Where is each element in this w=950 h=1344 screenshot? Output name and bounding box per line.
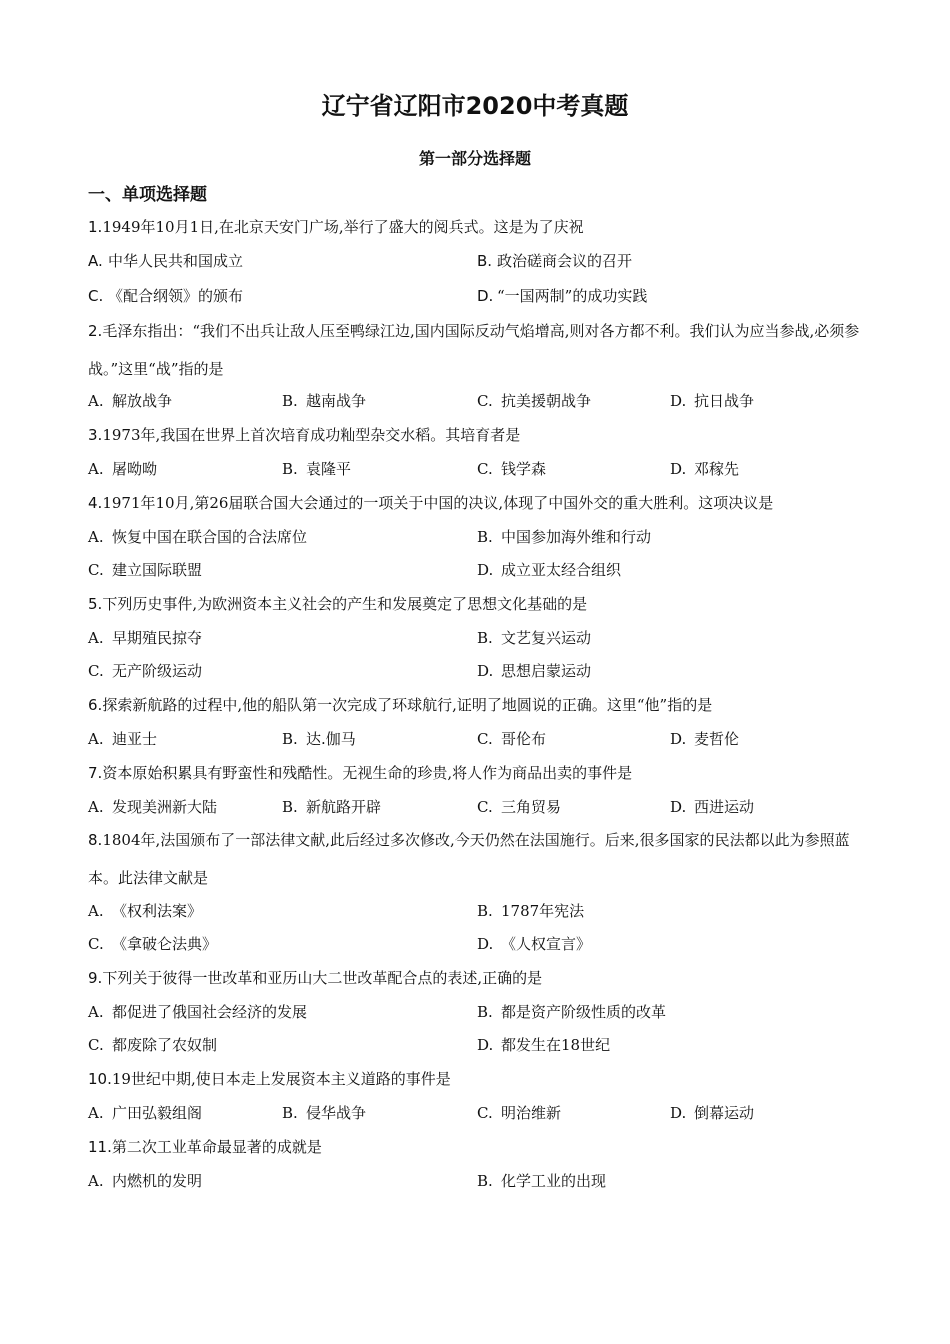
question-3: 3.1973年,我国在世界上首次培育成功籼型杂交水稻。其培育者是 bbox=[88, 426, 521, 444]
option-c: C. 《配合纲领》的颁布 bbox=[88, 287, 244, 305]
option-c: C. 抗美援朝战争 bbox=[477, 392, 592, 410]
option-d: D. 邓稼先 bbox=[670, 460, 740, 478]
option-c: C. 哥伦布 bbox=[477, 730, 547, 748]
option-a: A. 恢复中国在联合国的合法席位 bbox=[88, 528, 308, 546]
question-7: 7.资本原始积累具有野蛮性和残酷性。无视生命的珍贵,将人作为商品出卖的事件是 bbox=[88, 764, 633, 782]
option-d: D. 成立亚太经合组织 bbox=[477, 561, 622, 579]
option-b: B. 新航路开辟 bbox=[282, 798, 382, 816]
option-d: D. 西进运动 bbox=[670, 798, 755, 816]
option-a: A. 《权利法案》 bbox=[88, 902, 203, 920]
option-a: A. 解放战争 bbox=[88, 392, 173, 410]
option-b: B. 文艺复兴运动 bbox=[477, 629, 592, 647]
option-a: A. 都促进了俄国社会经济的发展 bbox=[88, 1003, 308, 1021]
question-9: 9.下列关于彼得一世改革和亚历山大二世改革配合点的表述,正确的是 bbox=[88, 969, 543, 987]
option-a: A. 迪亚士 bbox=[88, 730, 158, 748]
option-c: C. 明治维新 bbox=[477, 1104, 562, 1122]
option-b: B. 都是资产阶级性质的改革 bbox=[477, 1003, 667, 1021]
page-title: 辽宁省辽阳市2020中考真题 bbox=[321, 92, 629, 120]
option-b: B. 中国参加海外维和行动 bbox=[477, 528, 652, 546]
option-d: D. 麦哲伦 bbox=[670, 730, 740, 748]
option-c: C. 建立国际联盟 bbox=[88, 561, 203, 579]
question-4: 4.1971年10月,第26届联合国大会通过的一项关于中国的决议,体现了中国外交的重大胜利。这项决议是 bbox=[88, 494, 774, 512]
part-title: 第一部分选择题 bbox=[418, 149, 531, 168]
option-b: B. 越南战争 bbox=[282, 392, 367, 410]
option-c: C. 无产阶级运动 bbox=[88, 662, 203, 680]
question-6: 6.探索新航路的过程中,他的船队第一次完成了环球航行,证明了地圆说的正确。这里“他”指的是 bbox=[88, 696, 713, 714]
option-a: A. 内燃机的发明 bbox=[88, 1172, 203, 1190]
option-d: D. 《人权宣言》 bbox=[477, 935, 592, 953]
option-b: B. 政治磋商会议的召开 bbox=[477, 252, 633, 270]
option-c: C. 钱学森 bbox=[477, 460, 547, 478]
option-c: C. 《拿破仑法典》 bbox=[88, 935, 218, 953]
option-d: D. 都发生在18世纪 bbox=[477, 1036, 611, 1054]
question-11: 11.第二次工业革命最显著的成就是 bbox=[88, 1138, 322, 1156]
option-a: A. 早期殖民掠夺 bbox=[88, 629, 203, 647]
option-a: A. 发现美洲新大陆 bbox=[88, 798, 218, 816]
option-a: A. 广田弘毅组阁 bbox=[88, 1104, 203, 1122]
option-d: D. 抗日战争 bbox=[670, 392, 755, 410]
option-d: D. 倒幕运动 bbox=[670, 1104, 755, 1122]
question-10: 10.19世纪中期,使日本走上发展资本主义道路的事件是 bbox=[88, 1070, 451, 1088]
option-b: B. 袁隆平 bbox=[282, 460, 352, 478]
question-8: 8.1804年,法国颁布了一部法律文献,此后经过多次修改,今天仍然在法国施行。后来,很多国家的民法都以此为参照蓝本。此法律文献是 bbox=[88, 831, 850, 887]
question-5: 5.下列历史事件,为欧洲资本主义社会的产生和发展奠定了思想文化基础的是 bbox=[88, 595, 588, 613]
question-2: 2.毛泽东指出：“我们不出兵让敌人压至鸭绿江边,国内国际反动气焰增高,则对各方都不利。我们认为应当参战,必须参战。”这里“战”指的是 bbox=[88, 322, 860, 378]
question-1: 1.1949年10月1日,在北京天安门广场,举行了盛大的阅兵式。这是为了庆祝 bbox=[88, 218, 584, 236]
section-heading: 一、单项选择题 bbox=[88, 185, 207, 205]
option-a: A. 中华人民共和国成立 bbox=[88, 252, 244, 270]
option-c: C. 都废除了农奴制 bbox=[88, 1036, 218, 1054]
option-a: A. 屠呦呦 bbox=[88, 460, 158, 478]
option-b: B. 达.伽马 bbox=[282, 730, 356, 748]
option-c: C. 三角贸易 bbox=[477, 798, 562, 816]
option-b: B. 化学工业的出现 bbox=[477, 1172, 607, 1190]
option-d: D. “一国两制”的成功实践 bbox=[477, 287, 648, 305]
option-d: D. 思想启蒙运动 bbox=[477, 662, 592, 680]
option-b: B. 侵华战争 bbox=[282, 1104, 367, 1122]
option-b: B. 1787年宪法 bbox=[477, 902, 585, 920]
